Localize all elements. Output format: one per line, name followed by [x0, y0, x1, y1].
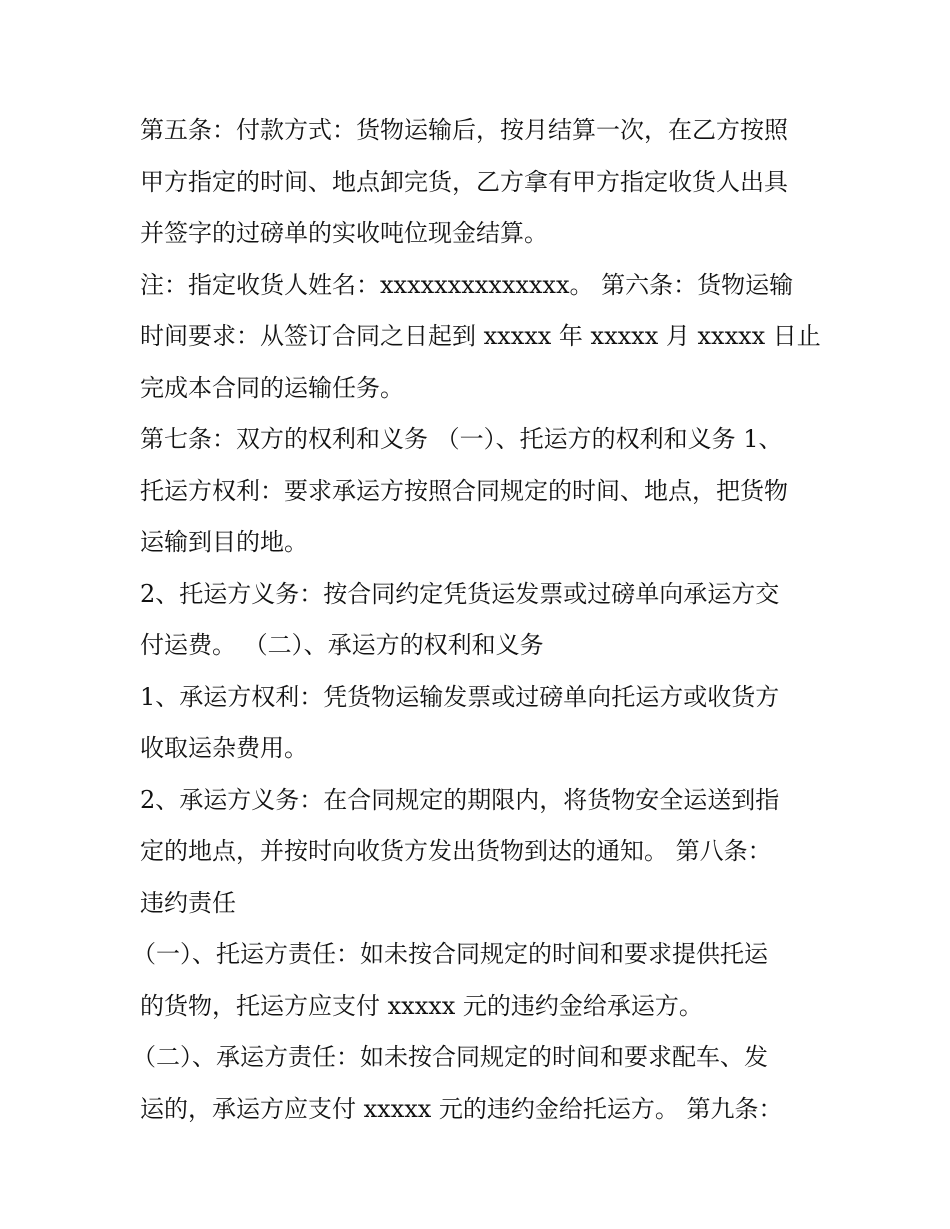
- text-line: 违约责任: [140, 888, 236, 917]
- contract-text: [132, 105, 821, 1135]
- text-line: 甲方指定的时间、地点卸完货，乙方拿有甲方指定收货人出具: [140, 167, 788, 196]
- text-line: （一）、托运方责任：如未按合同规定的时间和要求提供托运: [132, 940, 768, 968]
- text-line: 运输到目的地。: [140, 528, 308, 556]
- text-line: 收取运杂费用。: [140, 734, 308, 762]
- text-line: 注：指定收货人姓名：xxxxxxxxxxxxxx。 第六条：货物运输: [140, 270, 794, 299]
- text-line: 并签字的过磅单的实收吨位现金结算。: [140, 219, 548, 247]
- text-line: 完成本合同的运输任务。: [140, 373, 404, 402]
- text-line: 第五条：付款方式：货物运输后，按月结算一次，在乙方按照: [140, 116, 788, 144]
- text-line: 2、承运方义务：在合同规定的期限内，将货物安全运送到指: [140, 785, 780, 814]
- text-line: 托运方权利：要求承运方按照合同规定的时间、地点，把货物: [140, 476, 788, 505]
- text-line: 定的地点，并按时向收货方发出货物到达的通知。 第八条：: [140, 837, 772, 865]
- text-line: 1、承运方权利：凭货物运输发票或过磅单向托运方或收货方: [140, 682, 780, 711]
- text-line: 2、托运方义务：按合同约定凭货运发票或过磅单向承运方交: [140, 579, 780, 608]
- text-line: 运的，承运方应支付 xxxxx 元的违约金给托运方。 第九条：: [140, 1094, 783, 1123]
- text-line: 第七条：双方的权利和义务 （一）、托运方的权利和义务 1、: [140, 425, 783, 453]
- text-line: 时间要求：从签订合同之日起到 xxxxx 年 xxxxx 月 xxxxx 日止: [140, 322, 821, 350]
- text-line: 的货物，托运方应支付 xxxxx 元的违约金给承运方。: [140, 991, 703, 1020]
- text-line: 付运费。 （二）、承运方的权利和义务: [140, 631, 544, 659]
- text-line: （二）、承运方责任：如未按合同规定的时间和要求配车、发: [132, 1043, 768, 1071]
